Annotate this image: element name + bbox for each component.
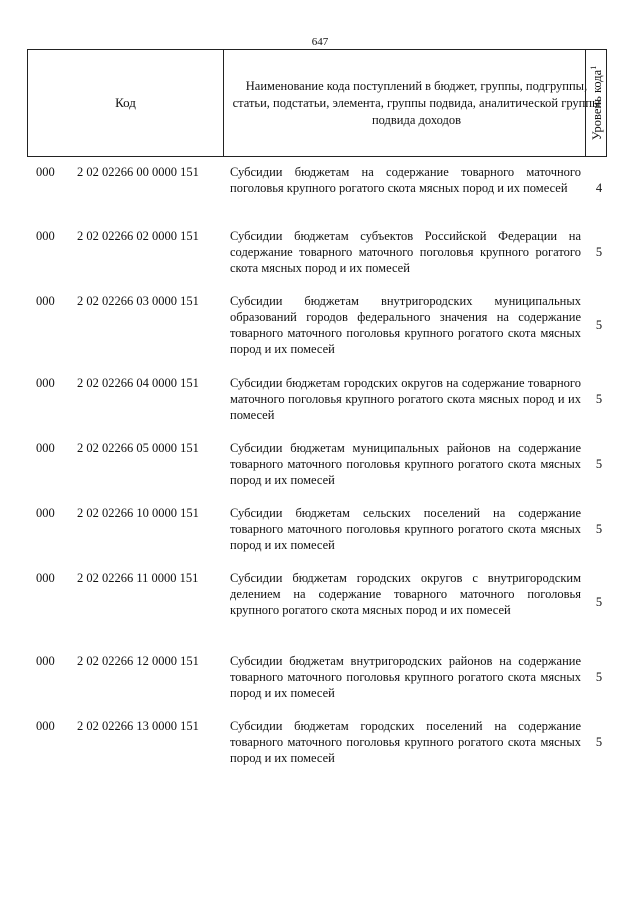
revenue-name: Субсидии бюджетам внутригородских районов на содержание товарного маточного поголовья крупного рогатого скота мясных пород и их помесей — [230, 654, 581, 700]
revenue-code: 2 02 02266 00 0000 151 — [77, 165, 199, 179]
revenue-code: 2 02 02266 10 0000 151 — [77, 506, 199, 520]
header-level-footnote: 1 — [588, 65, 598, 70]
admin-code: 000 — [36, 294, 55, 308]
revenue-name: Субсидии бюджетам субъектов Российской Федерации на содержание товарного маточного поголовья крупного рогатого скота мясных пород и их помесей — [230, 229, 581, 275]
header-code: Код — [28, 50, 224, 156]
admin-code: 000 — [36, 441, 55, 455]
revenue-name: Субсидии бюджетам городских поселений на содержание товарного маточного поголовья крупного рогатого скота мясных пород и их помесей — [230, 719, 581, 765]
revenue-code: 2 02 02266 13 0000 151 — [77, 719, 199, 733]
code-level: 5 — [595, 318, 603, 332]
admin-code: 000 — [36, 506, 55, 520]
admin-code: 000 — [36, 719, 55, 733]
table-header — [27, 49, 607, 157]
revenue-code: 2 02 02266 03 0000 151 — [77, 294, 199, 308]
revenue-name: Субсидии бюджетам внутригородских муниципальных образований городов федерального значения на содержание товарного маточного поголовья крупного рогатого скота мясных пород и их помесей — [230, 294, 581, 356]
code-level: 5 — [595, 522, 603, 536]
revenue-name: Субсидии бюджетам муниципальных районов на содержание товарного маточного поголовья крупного рогатого скота мясных пород и их помесей — [230, 441, 581, 487]
admin-code: 000 — [36, 376, 55, 390]
revenue-code: 2 02 02266 04 0000 151 — [77, 376, 199, 390]
code-level: 5 — [595, 735, 603, 749]
revenue-name: Субсидии бюджетам городских округов с внутригородским делением на содержание товарного маточного поголовья крупного рогатого скота мясных пород и их помесей — [230, 571, 581, 617]
admin-code: 000 — [36, 654, 55, 668]
code-level: 5 — [595, 670, 603, 684]
code-level: 4 — [595, 181, 603, 195]
code-level: 5 — [595, 392, 603, 406]
revenue-name: Субсидии бюджетам на содержание товарного маточного поголовья крупного рогатого скота мясных пород и их помесей — [230, 165, 581, 195]
revenue-code: 2 02 02266 12 0000 151 — [77, 654, 199, 668]
revenue-code: 2 02 02266 11 0000 151 — [77, 571, 199, 585]
code-level: 5 — [595, 457, 603, 471]
code-level: 5 — [595, 245, 603, 259]
header-name: Наименование кода поступлений в бюджет, группы, подгруппы, статьи, подстатьи, элемента, группы подвида, аналитической группы подвида доходов — [232, 78, 601, 127]
revenue-code: 2 02 02266 02 0000 151 — [77, 229, 199, 243]
admin-code: 000 — [36, 165, 55, 179]
revenue-code: 2 02 02266 05 0000 151 — [77, 441, 199, 455]
revenue-name: Субсидии бюджетам городских округов на содержание товарного маточного поголовья крупного рогатого скота мясных пород и их помесей — [230, 376, 581, 422]
code-level: 5 — [595, 595, 603, 609]
admin-code: 000 — [36, 571, 55, 585]
header-level — [585, 50, 607, 156]
page-number: 647 — [311, 36, 329, 48]
revenue-name: Субсидии бюджетам сельских поселений на содержание товарного маточного поголовья крупного рогатого скота мясных пород и их помесей — [230, 506, 581, 552]
header-level-label: Уровень кода — [589, 69, 604, 141]
admin-code: 000 — [36, 229, 55, 243]
